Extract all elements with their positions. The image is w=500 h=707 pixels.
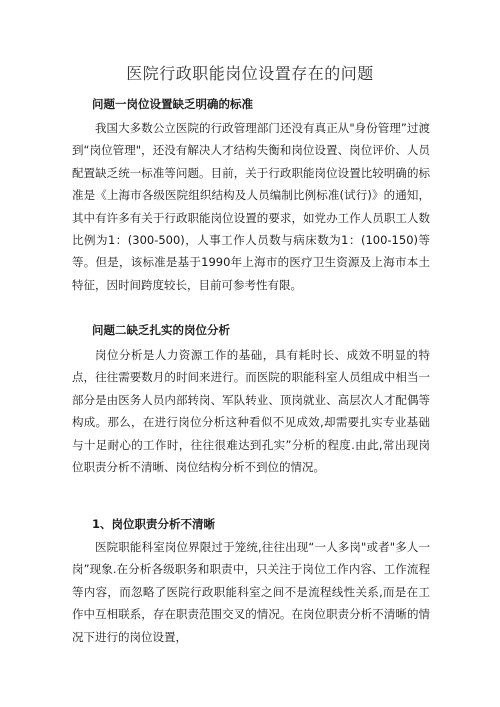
- section-paragraph: 岗位分析是人力资源工作的基础，具有耗时长、成效不明显的特点，往往需要数月的时间来进行。而医院的职能科室人员组成中相当一部分是由医务人员内部转岗、军队转业、顶岗就业、高层次人才配偶等构成。那么，在进行岗位分析这种看似不见成效,却需要扎实专业基础与十足耐心的工作时，往往很难达到孔实”分析的程度.由此,常出现岗位职责分析不清晰、岗位结构分析不到位的情况。: [72, 348, 430, 475]
- section-heading: 1、岗位职责分析不清晰: [92, 517, 216, 531]
- section-3-body: [72, 536, 430, 648]
- section-2-body: [72, 344, 430, 478]
- section-2: [72, 323, 430, 337]
- section-3: [72, 517, 430, 531]
- section-heading: 问题一岗位设置缺乏明确的标准: [92, 97, 253, 111]
- document-title: 医院行政职能岗位设置存在的问题: [126, 64, 374, 83]
- section-1: [72, 97, 430, 111]
- section-paragraph: 医院职能科室岗位界限过于笼统,往往出现“一人多岗"或者"多人一岗”现象.在分析各级职务和职责中，只关注于岗位工作内容、工作流程等内容，而忽略了医院行政职能科室之间不是流程线性关系,而是在工作中互相联系，存在职责范围交叉的情况。在岗位职责分析不清晰的情况下进行的岗位设置，: [72, 540, 430, 644]
- section-1-body: [72, 117, 430, 296]
- section-paragraph: 我国大多数公立医院的行政管理部门还没有真正从"身份管理”过渡到“岗位管理"，还没有解决人才结构失衡和岗位设置、岗位评价、人员配置缺乏统一标准等问题。目前，关于行政职能岗位设置比较明确的标准是《上海市各级医院组织结构及人员编制比例标准(试行)》的通知，其中有许多有关于行政职能岗位设置的要求，如党办工作人员职工人数比例为1：(300-500)，人事工作人员数与病床数为1：(100-150)等等。但是，该标准是基于1990年上海市的医疗卫生资源及上海市本土特征，因时间跨度较长，目前可参考性有限。: [72, 121, 430, 292]
- section-heading: 问题二缺乏扎实的岗位分析: [92, 323, 230, 337]
